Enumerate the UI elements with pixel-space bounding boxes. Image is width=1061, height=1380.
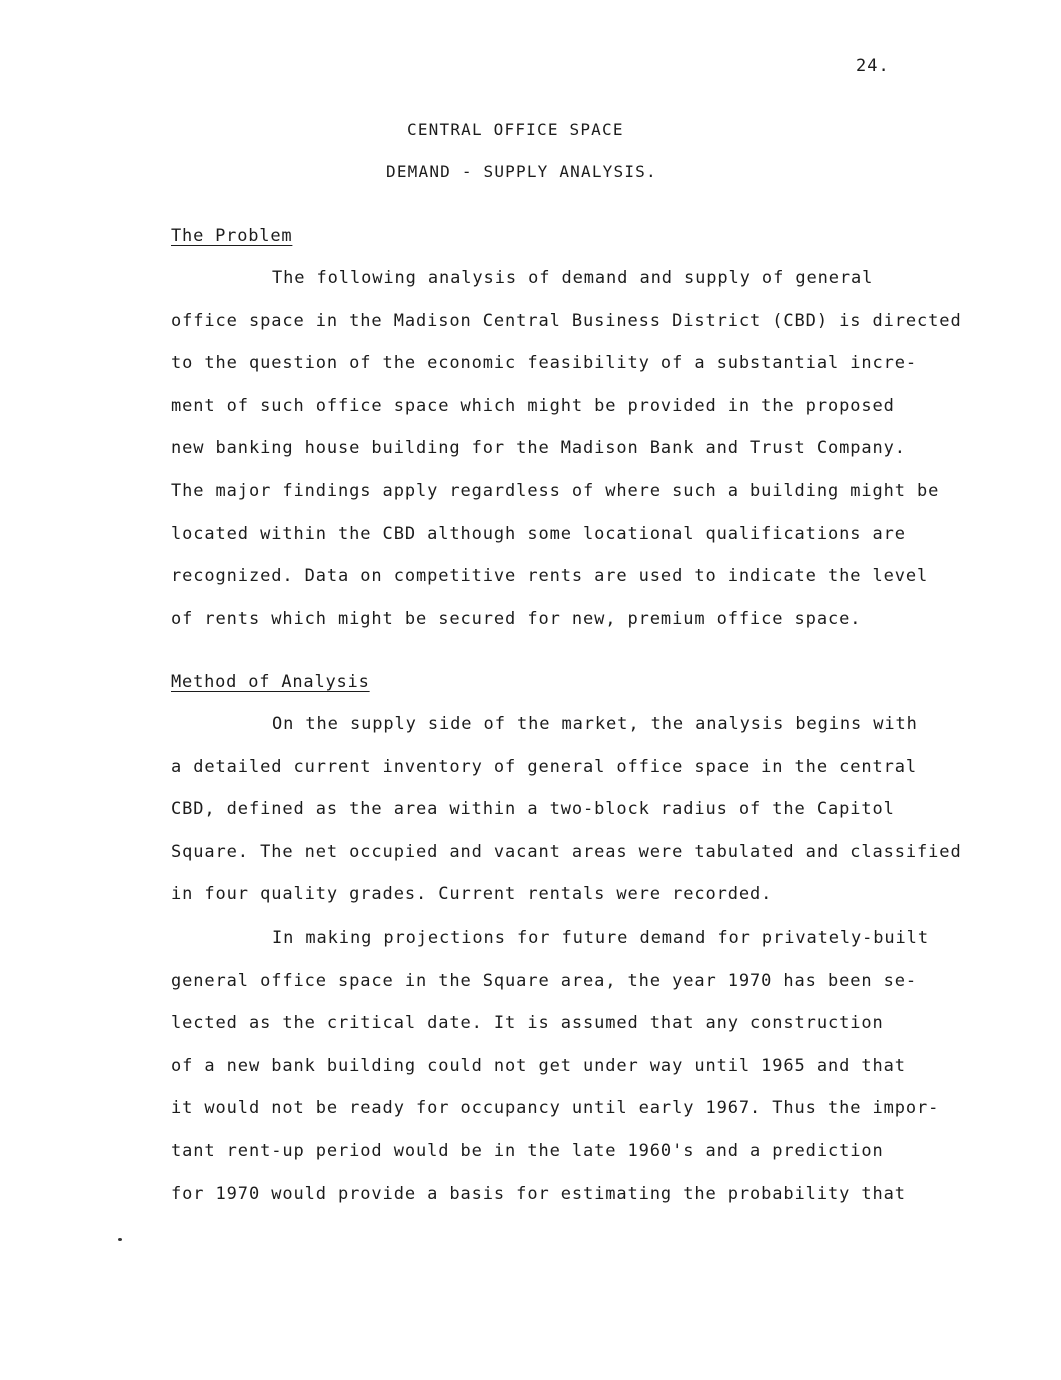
section-heading-method: Method of Analysis <box>171 672 370 692</box>
text-line: new banking house building for the Madison Bank and Trust Company. <box>171 438 906 459</box>
text-line: The following analysis of demand and supply of general <box>272 268 874 288</box>
text-line: ment of such office space which might be provided in the proposed <box>171 395 895 416</box>
text-line: general office space in the Square area, the year 1970 has been se- <box>171 970 918 991</box>
text-line: for 1970 would provide a basis for estimating the probability that <box>171 1183 906 1204</box>
text-line: in four quality grades. Current rentals were recorded. <box>171 884 773 905</box>
text-line: of rents which might be secured for new, premium office space. <box>171 608 862 629</box>
text-line: a detailed current inventory of general office space in the central <box>171 756 918 777</box>
text-line: tant rent-up period would be in the late 1960's and a prediction <box>171 1140 884 1161</box>
text-line: located within the CBD although some locational qualifications are <box>171 523 906 544</box>
stray-ink-mark <box>118 1238 122 1241</box>
document-title-line-1: CENTRAL OFFICE SPACE <box>407 120 624 139</box>
text-line: CBD, defined as the area within a two-block radius of the Capitol <box>171 799 895 820</box>
method-paragraph-2 <box>171 917 971 1215</box>
text-line: to the question of the economic feasibility of a substantial incre- <box>171 353 918 374</box>
section-heading-problem: The Problem <box>171 226 293 246</box>
page-number: 24. <box>856 56 890 76</box>
text-line: The major findings apply regardless of where such a building might be <box>171 480 940 501</box>
text-line: it would not be ready for occupancy until early 1967. Thus the impor- <box>171 1098 940 1119</box>
text-line: On the supply side of the market, the analysis begins with <box>272 714 918 734</box>
text-line: of a new bank building could not get under way until 1965 and that <box>171 1055 906 1076</box>
text-line: office space in the Madison Central Business District (CBD) is directed <box>171 310 962 331</box>
method-paragraph-1 <box>171 703 971 916</box>
document-title-line-2: DEMAND - SUPPLY ANALYSIS. <box>386 162 657 181</box>
text-line: Square. The net occupied and vacant areas were tabulated and classified <box>171 841 962 862</box>
problem-paragraph <box>171 257 971 640</box>
text-line: lected as the critical date. It is assumed that any construction <box>171 1013 884 1034</box>
text-line: In making projections for future demand for privately-built <box>272 928 929 948</box>
text-line: recognized. Data on competitive rents are used to indicate the level <box>171 566 929 587</box>
